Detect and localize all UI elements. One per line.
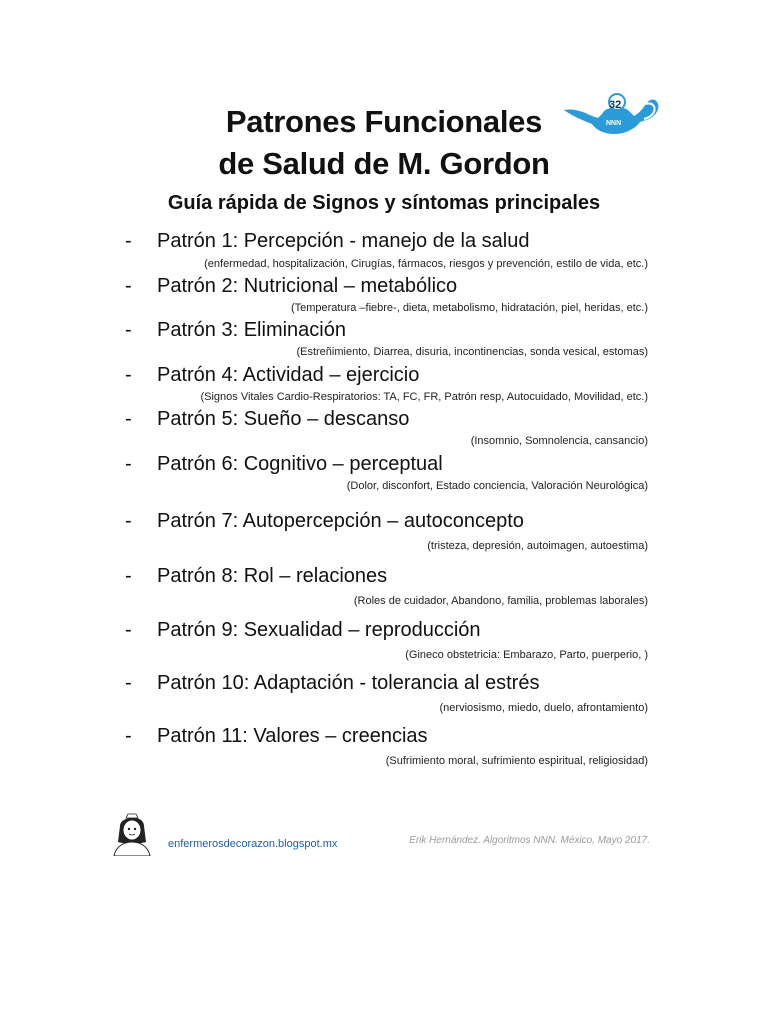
- pattern-detail: (Roles de cuidador, Abandono, familia, problemas laborales): [353, 595, 648, 607]
- pattern-detail: (Signos Vitales Cardio-Respiratorios: TA, FC, FR, Patrón resp, Autocuidado, Movilidad, etc.): [200, 391, 648, 403]
- pattern-title: Patrón 8: Rol – relaciones: [157, 565, 388, 587]
- pattern-detail: (Temperatura –fiebre-, dieta, metabolismo, hidratación, piel, heridas, etc.): [290, 302, 648, 314]
- pattern-title: Patrón 5: Sueño – descanso: [157, 408, 410, 430]
- pattern-title: Patrón 11: Valores – creencias: [157, 725, 428, 747]
- bullet-dash: -: [125, 408, 132, 430]
- bullet-dash: -: [125, 319, 132, 341]
- pattern-title: Patrón 2: Nutricional – metabólico: [157, 275, 458, 297]
- pattern-detail: (Estreñimiento, Diarrea, disuria, incontinencias, sonda vesical, estomas): [296, 346, 648, 358]
- bullet-dash: -: [125, 364, 132, 386]
- pattern-title: Patrón 10: Adaptación - tolerancia al estrés: [157, 672, 540, 694]
- bullet-dash: -: [125, 453, 132, 475]
- pattern-detail: (enfermedad, hospitalización, Cirugías, fármacos, riesgos y prevención, estilo de vida, etc.): [204, 258, 648, 270]
- pattern-title: Patrón 9: Sexualidad – reproducción: [157, 619, 481, 641]
- pattern-detail: (Dolor, disconfort, Estado conciencia, Valoración Neurológica): [346, 480, 648, 492]
- bullet-dash: -: [125, 725, 132, 747]
- pattern-detail: (Sufrimiento moral, sufrimiento espiritual, religiosidad): [385, 755, 648, 767]
- pattern-title: Patrón 1: Percepción - manejo de la salud: [157, 230, 530, 252]
- bullet-dash: -: [125, 565, 132, 587]
- author-credit: Erik Hernández. Algoritmos NNN. México, Mayo 2017.: [409, 835, 650, 846]
- pattern-detail: (nerviosismo, miedo, duelo, afrontamiento): [439, 702, 648, 714]
- pattern-detail: (tristeza, depresión, autoimagen, autoestima): [427, 540, 648, 552]
- bullet-dash: -: [125, 510, 132, 532]
- pattern-detail: (Gineco obstetricia: Embarazo, Parto, puerperio, ): [405, 649, 648, 661]
- pattern-title: Patrón 4: Actividad – ejercicio: [157, 364, 420, 386]
- bullet-dash: -: [125, 230, 132, 252]
- badge-text: NNN: [606, 120, 622, 127]
- blog-url-link[interactable]: enfermerosdecorazon.blogspot.mx: [168, 838, 338, 850]
- nurse-avatar-icon: [110, 812, 158, 856]
- page-title-line-1: Patrones Funcionales: [225, 104, 543, 139]
- oil-lamp-icon: [562, 88, 662, 138]
- bullet-dash: -: [125, 275, 132, 297]
- pattern-title: Patrón 6: Cognitivo – perceptual: [157, 453, 443, 475]
- badge-number: 32: [609, 99, 622, 111]
- pattern-detail: (Insomnio, Somnolencia, cansancio): [470, 435, 648, 447]
- page-subtitle: Guía rápida de Signos y síntomas principales: [167, 192, 601, 214]
- bullet-dash: -: [125, 672, 132, 694]
- pattern-title: Patrón 3: Eliminación: [157, 319, 346, 341]
- bullet-dash: -: [125, 619, 132, 641]
- page-title-line-2: de Salud de M. Gordon: [218, 146, 550, 181]
- pattern-title: Patrón 7: Autopercepción – autoconcepto: [157, 510, 524, 532]
